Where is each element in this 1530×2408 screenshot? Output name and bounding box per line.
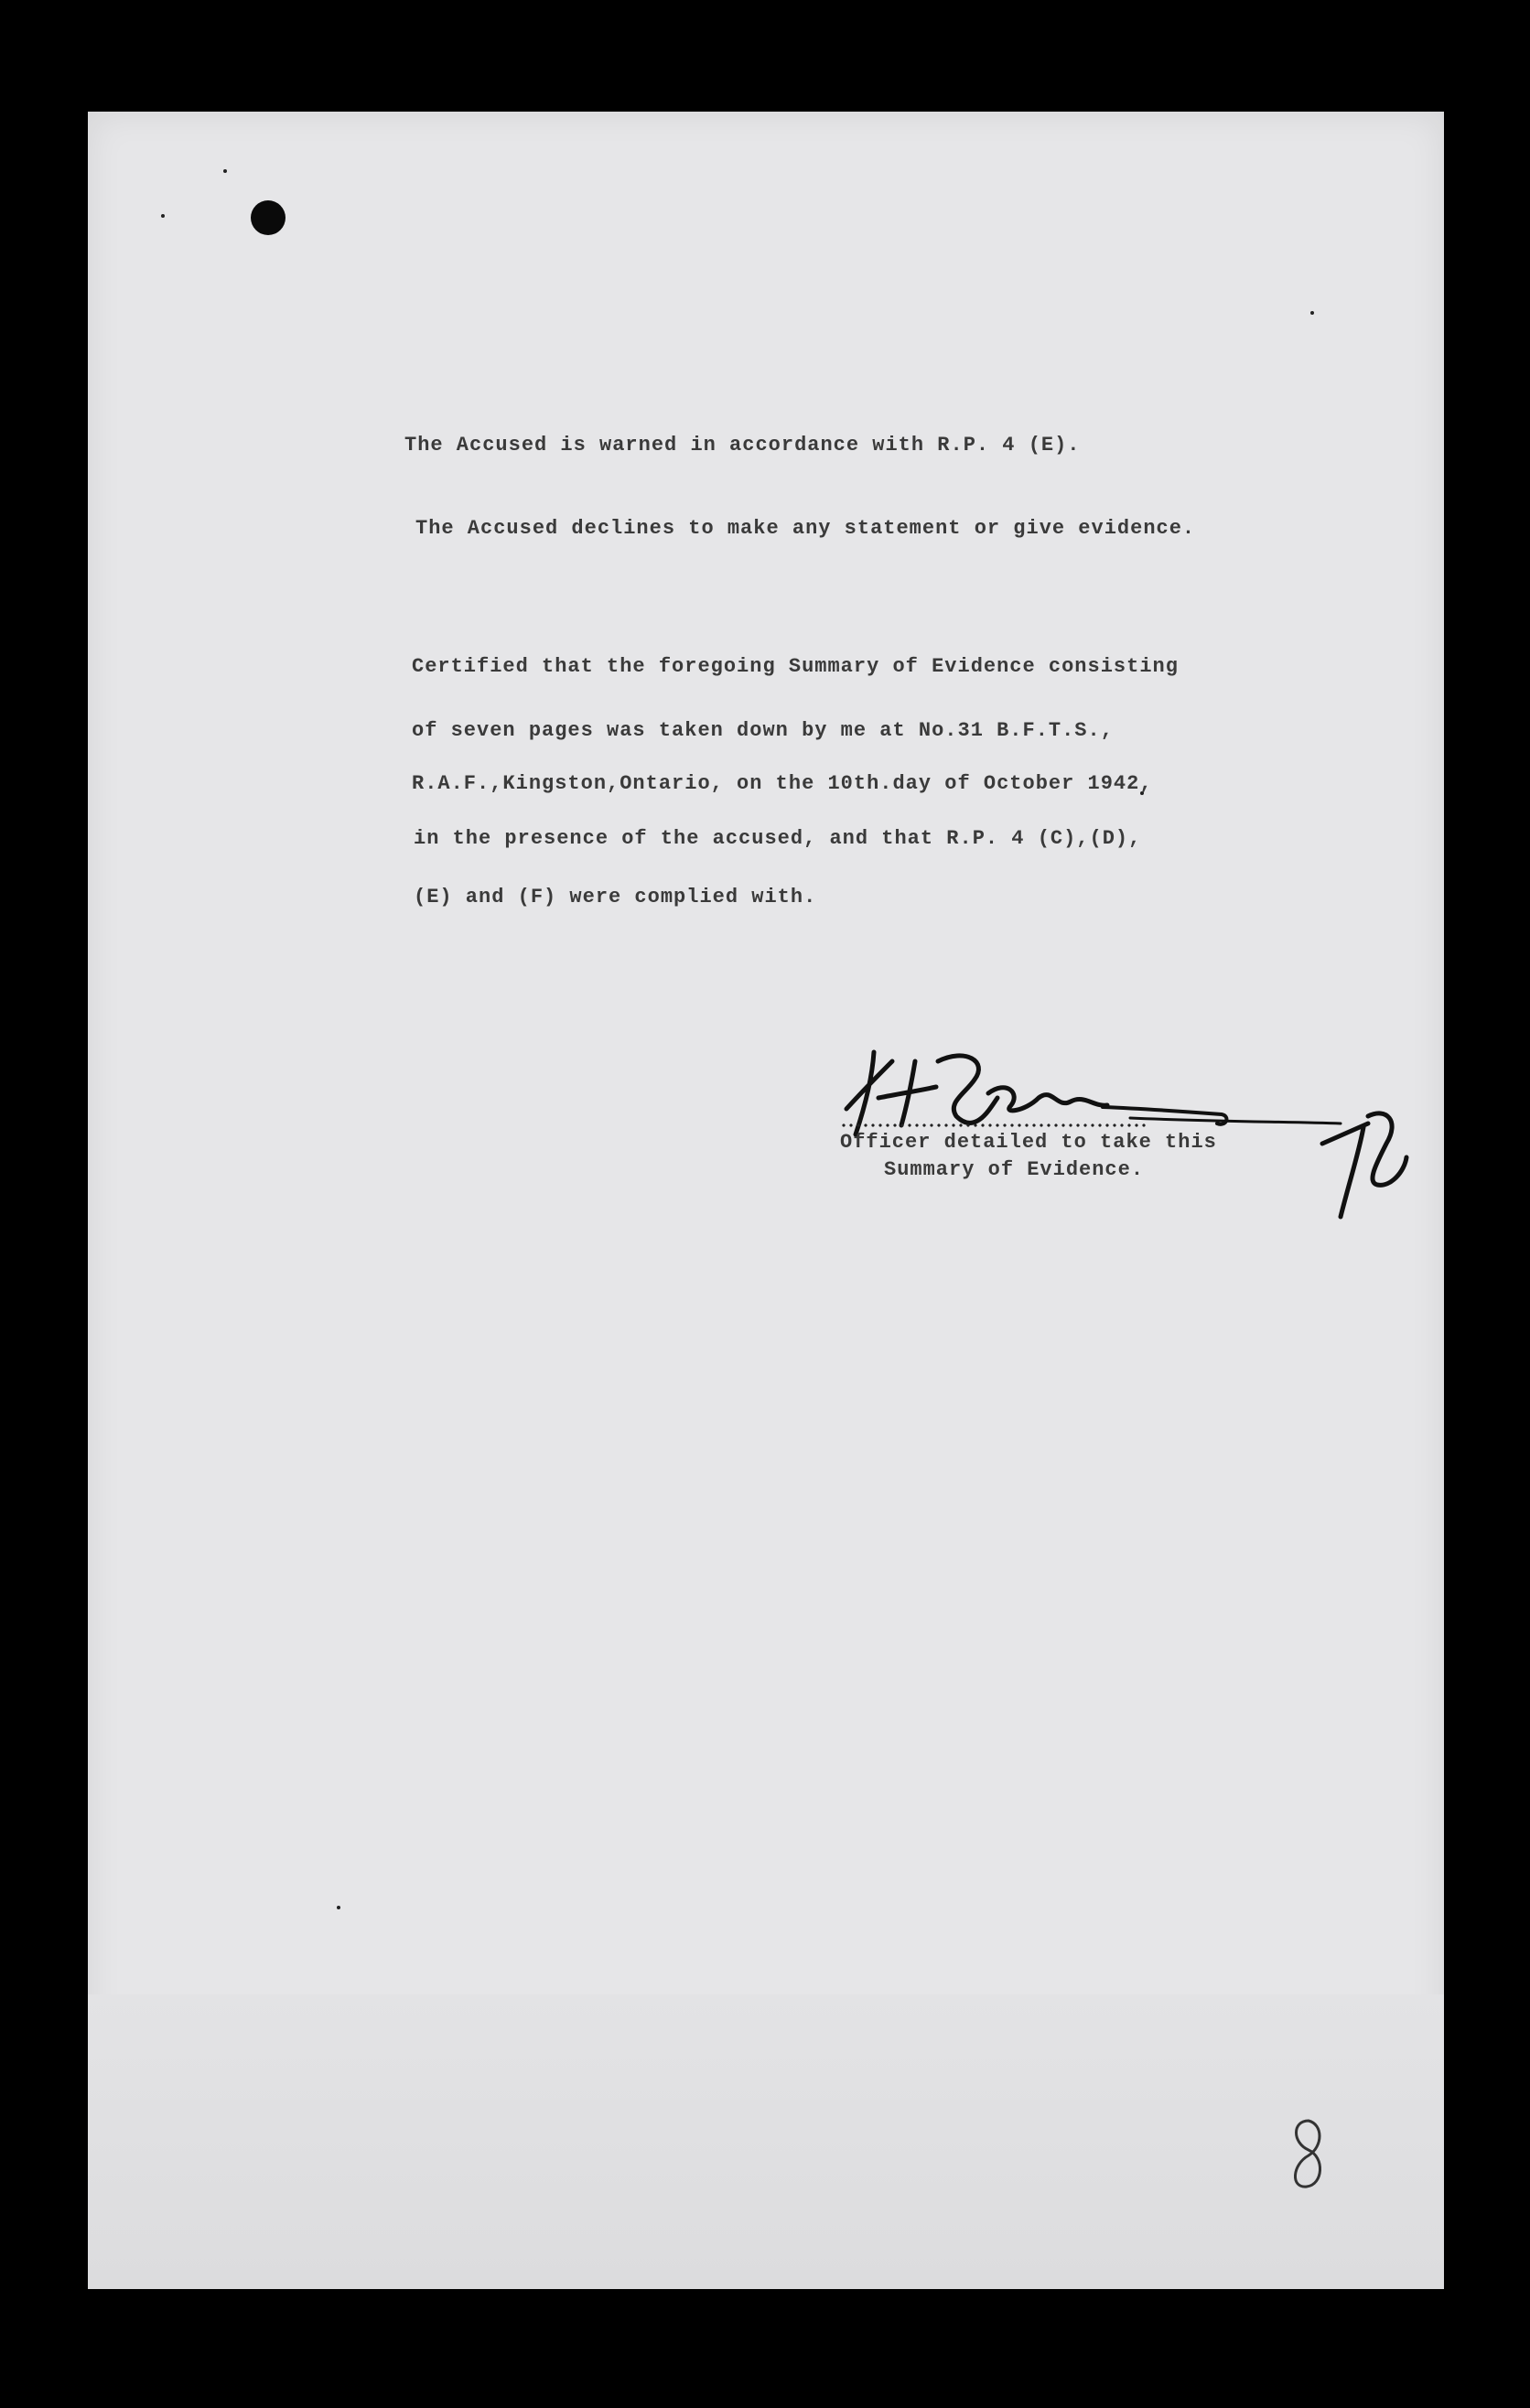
page-lower-shade bbox=[88, 1994, 1444, 2289]
speck-mark bbox=[337, 1906, 340, 1909]
certification-line-1: Certified that the foregoing Summary of Evidence consisting bbox=[412, 655, 1179, 678]
certification-line-2: of seven pages was taken down by me at No.31 B.F.T.S., bbox=[412, 719, 1114, 742]
warning-line: The Accused is warned in accordance with R.P. 4 (E). bbox=[404, 434, 1081, 457]
certification-line-3: R.A.F.,Kingston,Ontario, on the 10th.day of October 1942, bbox=[412, 772, 1153, 795]
certification-line-5: (E) and (F) were complied with. bbox=[414, 886, 817, 908]
speck-mark bbox=[223, 169, 227, 173]
speck-mark bbox=[1310, 311, 1314, 315]
punch-hole bbox=[251, 200, 286, 235]
speck-mark bbox=[161, 214, 165, 218]
declines-line: The Accused declines to make any statement or give evidence. bbox=[415, 517, 1196, 540]
signature-caption-line-2: Summary of Evidence. bbox=[884, 1158, 1145, 1181]
signature-caption-line-1: Officer detailed to take this bbox=[840, 1131, 1217, 1154]
signature-dotted-line bbox=[840, 1123, 1147, 1127]
certification-line-4: in the presence of the accused, and that R.P. 4 (C),(D), bbox=[414, 827, 1142, 850]
handwritten-page-number bbox=[1281, 2113, 1336, 2196]
